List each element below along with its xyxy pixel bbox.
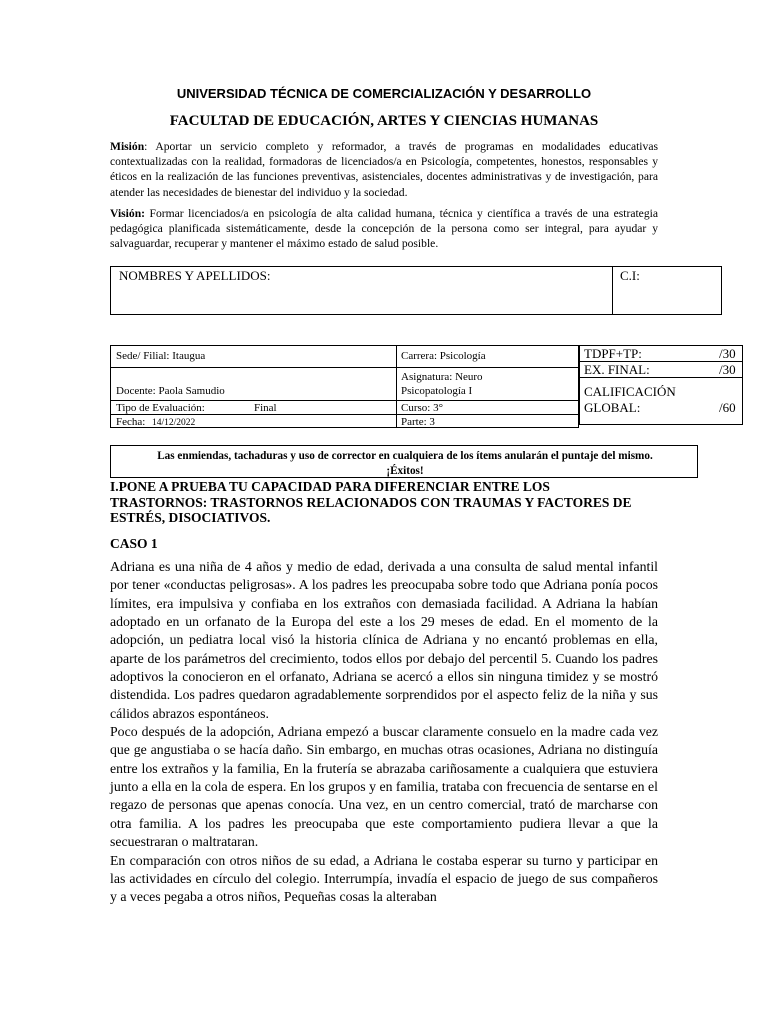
info-table-row-divider xyxy=(111,400,578,401)
carrera-cell: Carrera: Psicología xyxy=(401,350,486,362)
section-heading: I.PONE A PRUEBA TU CAPACIDAD PARA DIFERENCIAR ENTRE LOS TRASTORNOS: TRASTORNOS RELACIONADOS CON TRAUMAS Y FACTORES DE ESTRÉS, DISOCIATIVOS. xyxy=(110,479,632,526)
university-title: UNIVERSIDAD TÉCNICA DE COMERCIALIZACIÓN Y DESARROLLO xyxy=(176,86,592,101)
ex-final-label: EX. FINAL: xyxy=(584,362,650,377)
asignatura-line1: Asignatura: Neuro xyxy=(401,371,483,383)
curso-cell: Curso: 3° xyxy=(401,402,443,414)
mision-label: Misión xyxy=(110,140,145,153)
mision-paragraph xyxy=(110,139,658,200)
warning-line1: Las enmiendas, tachaduras y uso de corrector en cualquiera de los ítems anularán el puntaje del mismo. xyxy=(157,450,653,462)
case-paragraph-2: Poco después de la adopción, Adriana empezó a buscar claramente consuelo en la madre cada vez que ge angustiaba o se hacía daño. Sin embargo, en muchas otras ocasiones, Adriana no distinguía entre los extraños y la familia, En la frutería se abrazaba cariñosamente a cualquiera que estuviera junto a ella en la cola de espera. En los grupos y en familia, trataba con frecuencia de sentarse en el regazo de personas que apenas conocía. Una vez, en un centro comercial, trató de marcharse con otra familia. A los padres les preocupaba que este comportamiento pudiera llevar a que la secuestraran o maltrataran. xyxy=(110,724,658,850)
fecha-value: 14/12/2022 xyxy=(152,418,196,428)
calificacion-value: /60 xyxy=(719,400,736,415)
grade-table xyxy=(579,345,743,425)
warning-text xyxy=(111,449,699,479)
docente-cell: Docente: Paola Samudio xyxy=(116,385,225,397)
warning-line2: ¡Éxitos! xyxy=(386,465,424,477)
warning-box xyxy=(110,445,698,478)
tdpf-value: /30 xyxy=(719,346,736,361)
names-label: NOMBRES Y APELLIDOS: xyxy=(119,268,271,283)
tipo-evaluacion-value: Final xyxy=(254,402,277,414)
asignatura-line2: Psicopatología I xyxy=(401,385,473,397)
mision-text: : Aportar un servicio completo y reformador, a través de programas en modalidades educativas contextualizadas con la realidad, formadoras de licenciados/a en Psicología, competentes, honestos, responsables y éticos en la realización de las funciones preventivas, asistenciales, docentes administrativas y de investigación, para atender las necesidades de bienestar del individuo y la sociedad. xyxy=(110,140,658,199)
info-table-row-divider xyxy=(111,367,578,368)
calificacion-label-line2: GLOBAL: xyxy=(584,400,641,415)
faculty-title: FACULTAD DE EDUCACIÓN, ARTES Y CIENCIAS HUMANAS xyxy=(169,113,599,129)
student-info-box xyxy=(110,266,722,315)
case-title: CASO 1 xyxy=(110,536,158,551)
calificacion-label-line1: CALIFICACIÓN xyxy=(584,384,676,399)
course-info-table xyxy=(110,345,579,428)
grade-table-divider xyxy=(580,377,742,378)
vision-paragraph xyxy=(110,206,658,252)
case-paragraph-1: Adriana es una niña de 4 años y medio de edad, derivada a una consulta de salud mental infantil por tener «conductas peligrosas». A los padres les preocupaba sobre todo que Adriana ponía pocos límites, era impulsiva y confiaba en los extraños con demasiada facilidad. A Adriana la habían adoptado en un orfanato de la Europa del este a los 29 meses de edad. En el momento de la adopción, un pediatra local visó la historia clínica de Adriana y no encantó problemas en ella, aparte de los parámetros del crecimiento, todos ellos por debajo del percentil 5. Cuando los padres adoptivos la conocieron en el orfanato, Adriana se acercó a ellos sin ninguna timidez y se mostró distendida. Los padres quedaron agradablemente sorprendidos por el aspecto feliz de la niña y sus cálidos abrazos espontáneos. xyxy=(110,559,658,721)
ex-final-value: /30 xyxy=(719,362,736,377)
case-paragraph-3: En comparación con otros niños de su edad, a Adriana le costaba esperar su turno y participar en las actividades en círculo del colegio. Interrumpía, invadía el espacio de juego de sus compañeros y a veces pegaba a otros niños, Pequeñas cosas la alteraban xyxy=(110,852,658,905)
parte-cell: Parte: 3 xyxy=(401,416,435,428)
tipo-evaluacion-label: Tipo de Evaluación: xyxy=(116,402,205,414)
student-box-divider xyxy=(612,267,613,314)
sede-cell: Sede/ Filial: Itaugua xyxy=(116,350,206,362)
case-body xyxy=(110,558,658,907)
ci-label: C.I: xyxy=(620,268,640,283)
vision-text: Formar licenciados/a en psicología de alta calidad humana, técnica y científica a través de una estrategia pedagógica planificada sistemáticamente, desde la concepción de la persona como ser integral, para ayudar y salvaguardar, recuperar y mantener el máximo estado de salud posible. xyxy=(110,207,658,251)
vision-label: Visión: xyxy=(110,207,146,220)
fecha-label: Fecha: xyxy=(116,416,146,428)
tdpf-label: TDPF+TP: xyxy=(584,346,642,361)
